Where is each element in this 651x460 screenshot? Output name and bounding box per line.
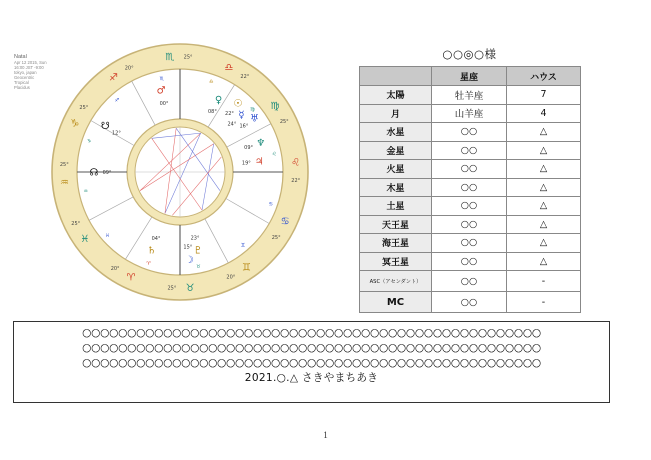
planet-glyph: ♇ <box>193 245 203 257</box>
cusp-sign-glyph: ♉ <box>196 264 201 271</box>
zodiac-sign-glyph: ♏ <box>165 51 175 63</box>
planet-degree-label: 00° <box>159 100 169 107</box>
natal-date: Apr 12 2015, Sun <box>14 60 47 65</box>
planet-sign: ○○ <box>432 123 507 142</box>
planet-name: 冥王星 <box>360 252 432 271</box>
planet-name: 太陽 <box>360 86 432 105</box>
table-row <box>360 215 581 234</box>
planet-name: 金星 <box>360 141 432 160</box>
planet-glyph: ☿ <box>238 110 245 122</box>
header-house: ハウス <box>507 67 581 86</box>
planet-sign: ○○ <box>432 292 507 313</box>
planet-name: 火星 <box>360 160 432 179</box>
cusp-sign-glyph: ♍ <box>250 107 255 114</box>
cusp-sign-glyph: ♎ <box>209 79 214 86</box>
planet-sign: ○○ <box>432 160 507 179</box>
zodiac-degree-label: 20° <box>226 274 236 281</box>
planet-table <box>359 66 581 313</box>
planet-name: 月 <box>360 104 432 123</box>
planet-sign: ○○ <box>432 141 507 160</box>
natal-time-zone: 16:00 JST -9:00 <box>14 65 44 70</box>
planet-house: △ <box>507 160 581 179</box>
planet-name: ASC（アセンダント） <box>360 271 432 292</box>
zodiac-degree-label: 25° <box>79 105 89 112</box>
natal-chart-wheel <box>50 42 310 302</box>
planet-house: △ <box>507 215 581 234</box>
zodiac-sign-glyph: ♉ <box>185 283 195 295</box>
planet-house: △ <box>507 141 581 160</box>
planet-degree-label: 15° <box>183 244 193 251</box>
table-header-row <box>360 67 581 86</box>
planet-name: MC <box>360 292 432 313</box>
planet-name: 海王星 <box>360 234 432 253</box>
table-row <box>360 252 581 271</box>
table-row <box>360 86 581 105</box>
planet-sign: ○○ <box>432 197 507 216</box>
zodiac-sign-glyph: ♎ <box>224 62 234 74</box>
planet-sign: ○○ <box>432 215 507 234</box>
client-name: ○○◎○様 <box>442 47 497 61</box>
planet-degree-label: 09° <box>244 145 254 152</box>
cusp-sign-glyph: ♈ <box>146 260 151 267</box>
planet-degree-label: 08° <box>207 109 217 116</box>
planet-degree-label: 22° <box>225 111 234 118</box>
zodiac-degree-label: 25° <box>183 54 193 61</box>
planet-degree-label: 04° <box>151 235 161 242</box>
planet-glyph: ☋ <box>100 120 110 132</box>
cusp-sign-glyph: ♓ <box>105 232 110 239</box>
cusp-sign-glyph: ♏ <box>159 75 164 82</box>
zodiac-sign-glyph: ♊ <box>242 262 252 274</box>
planet-glyph: ♄ <box>147 245 157 257</box>
comment-box <box>13 321 610 403</box>
zodiac-degree-label: 20° <box>110 266 120 273</box>
planet-house: 4 <box>507 104 581 123</box>
zodiac-sign-glyph: ♈ <box>126 272 136 284</box>
natal-system: Tropical <box>14 80 29 85</box>
zodiac-degree-label: 25° <box>167 285 177 292</box>
planet-degree-label: 09° <box>102 170 112 176</box>
zodiac-sign-glyph: ♌ <box>291 157 301 169</box>
planet-glyph: ♆ <box>256 138 266 150</box>
planet-house: △ <box>507 197 581 216</box>
zodiac-degree-label: 25° <box>71 220 81 227</box>
natal-title: Natal <box>14 54 27 60</box>
planet-glyph: ♃ <box>254 156 264 168</box>
planet-degree-label: 23° <box>190 235 200 242</box>
planet-house: △ <box>507 178 581 197</box>
natal-info <box>14 55 47 90</box>
planet-sign: ○○ <box>432 271 507 292</box>
comment-line: ○○○○○○○○○○○○○○○○○○○○○○○○○○○○○○○○○○○○○○○○○○○○○○○○○○○ <box>82 342 541 354</box>
zodiac-sign-glyph: ♋ <box>280 216 290 228</box>
zodiac-degree-label: 22° <box>291 178 301 185</box>
zodiac-degree-label: 25° <box>59 161 69 168</box>
planet-glyph: ☊ <box>89 167 99 179</box>
planet-house: 7 <box>507 86 581 105</box>
zodiac-sign-glyph: ♓ <box>80 234 90 246</box>
header-planet <box>360 67 432 86</box>
cusp-sign-glyph: ♊ <box>240 242 246 249</box>
comment-line: ○○○○○○○○○○○○○○○○○○○○○○○○○○○○○○○○○○○○○○○○○○○○○○○○○○○ <box>82 357 541 369</box>
planet-house: △ <box>507 234 581 253</box>
planet-degree-label: 19° <box>241 160 251 167</box>
zodiac-sign-glyph: ♍ <box>270 100 280 112</box>
planet-glyph: ♀ <box>214 95 223 107</box>
planet-name: 土星 <box>360 197 432 216</box>
page-number: 1 <box>323 430 328 440</box>
table-row <box>360 123 581 142</box>
cusp-sign-glyph: ♒ <box>83 188 89 195</box>
planet-house: △ <box>507 252 581 271</box>
table-row <box>360 160 581 179</box>
natal-place: tokyo, japan <box>14 70 37 75</box>
planet-glyph: ♅ <box>249 113 259 125</box>
planet-degree-label: 12° <box>111 130 121 137</box>
planet-name: 天王星 <box>360 215 432 234</box>
planet-sign: 山羊座 <box>432 104 507 123</box>
planet-sign: 牡羊座 <box>432 86 507 105</box>
table-row <box>360 104 581 123</box>
planet-degree-label: 24° <box>227 121 237 128</box>
planet-sign: ○○ <box>432 178 507 197</box>
cusp-sign-glyph: ♌ <box>271 151 277 158</box>
signature: 2021.○.△ さきやまちあき <box>244 372 379 384</box>
table-row <box>360 178 581 197</box>
zodiac-sign-glyph: ♐ <box>108 72 118 84</box>
planet-sign: ○○ <box>432 252 507 271</box>
cusp-sign-glyph: ♑ <box>86 138 92 145</box>
cusp-sign-glyph: ♐ <box>114 97 120 104</box>
zodiac-sign-glyph: ♑ <box>70 118 80 130</box>
planet-glyph: ♂ <box>156 85 166 97</box>
planet-glyph: ☉ <box>233 98 243 110</box>
natal-zodiac: Geocentric <box>14 75 35 80</box>
planet-house: - <box>507 292 581 313</box>
planet-name: 水星 <box>360 123 432 142</box>
planet-sign: ○○ <box>432 234 507 253</box>
table-row <box>360 292 581 313</box>
table-row <box>360 271 581 292</box>
natal-houses: Placidus <box>14 85 30 90</box>
zodiac-degree-label: 25° <box>279 119 289 126</box>
table-row <box>360 141 581 160</box>
planet-glyph: ☽ <box>184 255 194 267</box>
comment-line: ○○○○○○○○○○○○○○○○○○○○○○○○○○○○○○○○○○○○○○○○○○○○○○○○○○○ <box>82 327 541 339</box>
planet-name: 木星 <box>360 178 432 197</box>
zodiac-degree-label: 20° <box>124 65 134 72</box>
cusp-sign-glyph: ♋ <box>268 201 274 208</box>
table-row <box>360 234 581 253</box>
table-body <box>360 86 581 313</box>
zodiac-degree-label: 25° <box>271 234 281 241</box>
zodiac-sign-glyph: ♒ <box>59 177 69 189</box>
planet-house: △ <box>507 123 581 142</box>
zodiac-degree-label: 22° <box>240 73 250 80</box>
planet-house: - <box>507 271 581 292</box>
header-sign: 星座 <box>432 67 507 86</box>
planet-degree-label: 16° <box>239 123 249 130</box>
table-row <box>360 197 581 216</box>
